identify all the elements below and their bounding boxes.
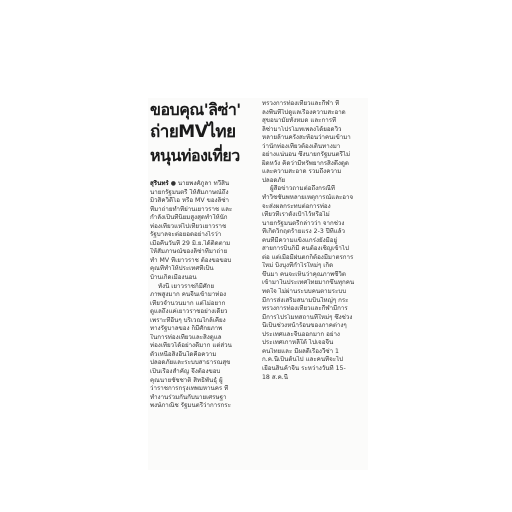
column-line: ต่อ แต่เมื่อมีฝนตกก็ต้องมีมาตรการ xyxy=(262,253,354,261)
column-line: ประเทศและจีนออกมาก อย่าง xyxy=(262,330,340,338)
column-line: รัฐบาลจะต่อยอดอย่างไรว่า xyxy=(150,231,222,239)
column-line: ว่านักท่องเที่ยวต้องเดินทางมา xyxy=(262,142,341,150)
column-line: ที่มาถ่ายทำที่ย่านเยาวราช และ xyxy=(150,205,233,213)
column-line: ผู้สื่อข่าวถามต่อถึงกรณีที่ xyxy=(270,185,335,193)
column-line: เที่ยวที่เราตั้งเป้าไว้หรือไม่ xyxy=(262,211,330,219)
column-line: และความสะอาด รวมถึงความ xyxy=(262,168,342,176)
article-column-left xyxy=(150,180,258,411)
column-line: หลายล้านครั้งสะท้อนว่าคนเข้ามา xyxy=(262,134,351,142)
column-line: จะส่งผลกระทบต่อการท่อง xyxy=(262,202,331,210)
column-line: 18 ส.ค.นี้ xyxy=(262,373,288,381)
column-line: นายพงศ์ภูลา ทวีสิน xyxy=(177,180,230,187)
column-line: กำลังเป็นที่นิยมสูงสุดทำให้นัก xyxy=(150,214,228,222)
column-line: คนไทยและ มีผลดีเรื่องวีซ่า 1 xyxy=(262,347,339,355)
column-line: ตัวเหนือสิ่งอื่นใดคือความ xyxy=(150,350,217,358)
column-line: มีการส่งเสริมสนามบินใหญ่ๆ กระ xyxy=(262,296,349,304)
column-line: ภาพสูงมาก คนจีนเข้ามาท่อง xyxy=(150,291,227,299)
column-line: บ้านเกิดเมืองนอน xyxy=(150,274,197,282)
column-line: ลิซ่ามาโปรโมทเพลงได้ยอดวิว xyxy=(262,125,342,133)
column-line: ทำงานร่วมกันกับนายเศรษฐา xyxy=(150,393,227,401)
headline xyxy=(150,98,260,167)
column-line: คุณนายชัชชาติ สิทธิพันธุ์ ผู้ xyxy=(150,376,223,384)
column-line: นายกรัฐมนตรี ให้สัมภาษณ์ถึง xyxy=(150,188,229,196)
headline-line-1: ขอบคุณ'ลิซ่า' xyxy=(150,100,241,119)
column-line: ทดใจ ไม่ผ่านระบบคนตามระบบ xyxy=(262,288,347,296)
column-line: ในการท่องเที่ยวและสิ่งดูแล xyxy=(150,333,222,341)
column-line: เที่ยวจำนวนมาก แต่ไม่อยาก xyxy=(150,299,226,307)
column-line: ท่องเที่ยวแห่ไปเที่ยวเยาวราช xyxy=(150,222,227,230)
headline-line-3: หนุนท่องเที่ยว xyxy=(150,146,240,165)
column-line: ที่เกิดวิกฤตร้ายแรง 2-3 ปีที่แล้ว xyxy=(262,228,345,236)
column-line: ผิดหวัง คิดว่ามีทรัพยากรสิ่งดึงดูด xyxy=(262,159,349,167)
column-line: ทรวงการท่องเที่ยวและกีฬา ที่ xyxy=(262,100,340,107)
column-line: ว่าราชการกรุงเทพมหานคร ที่ xyxy=(150,385,229,393)
column-line: สุขอนามัยทั้งหมด และการที่ xyxy=(262,117,337,125)
column-line: เป็นเรื่องสำคัญ จึงต้องขอบ xyxy=(150,368,221,376)
column-line: มีการโปรโมทสถานที่ใหม่ๆ ซึ่งช่วง xyxy=(262,313,353,321)
byline-line xyxy=(150,180,258,189)
article-column-right xyxy=(262,100,366,382)
column-line: คุณที่ทำให้ประเทศที่เป็น xyxy=(150,265,214,273)
column-line: ประเทศเกาหลีใต้ ไปเจอจีน xyxy=(262,339,334,347)
column-line: ทั้งนี้ เยาวราชก็มีศักย xyxy=(158,282,215,290)
column-line: ทำวิชชั่นพหลายเหตุการณ์และอาจ xyxy=(262,194,354,202)
column-line: มิวสิควิดีโอ หรือ MV ของลิซ่า xyxy=(150,197,230,205)
column-line: เยือนสินค้าจีน ระหว่างวันที่ 15- xyxy=(262,364,346,372)
column-line: ปลอดภัย xyxy=(262,176,286,184)
headline-line-2: ถ่ายMVไทย xyxy=(150,122,236,142)
column-line: เพราะที่อื่นๆ บริเวณใกล้เคียง xyxy=(150,316,226,324)
column-line: สายการบินก็มี คนต้องเชิญเข้าไป xyxy=(262,245,349,253)
column-line: อย่างแน่นอน ซึ่งนายกรัฐมนตรีไม่ xyxy=(262,151,351,159)
column-line: ลงพื้นที่ไปดูแลเรื่องความสะอาด xyxy=(262,108,346,116)
column-line: ให้สัมภาษณ์ของลิซ่าที่มาถ่าย xyxy=(150,248,228,256)
column-line: ก.ค.นี้เป็นต้นไป และคนที่จะไป xyxy=(262,356,344,364)
column-line: เมื่อคืนวันที่ 29 มิ.ย.ได้ติดตาม xyxy=(150,239,231,247)
column-line: ใหม่ บิงบุงที่กำไรใหม่ๆ เกิด xyxy=(262,262,334,270)
column-line: เข้ามาในประเทศไทยมากขึ้นทุกคน xyxy=(262,279,355,287)
column-line: ท่องเที่ยวได้อย่างดีมาก แต่ส่วน xyxy=(150,342,232,350)
column-line: คนที่มีความแข็งแกร่งยังมีอยู่ xyxy=(262,236,338,244)
byline-bullet: ● xyxy=(170,180,176,187)
column-line: นายกรัฐมนตรีกล่าวว่า จากช่วง xyxy=(262,219,345,227)
byline: สุรินทร์ xyxy=(150,180,169,187)
column-line: ปลอดภัยและระบบสาธารณสุข xyxy=(150,359,231,367)
column-line: ขึ้นมา คนจะเห็นว่าคุณภาพชีวิต xyxy=(262,270,346,278)
column-line: ดูแลถึงแค่เยาวราชอย่างเดียว xyxy=(150,308,228,316)
column-line: ทำ MV ที่เยาวราช ต้องขอขอบ xyxy=(150,256,232,264)
column-line: ทางรัฐบาลของ ก็มีศักยภาพ xyxy=(150,325,223,333)
column-line: พงษ์ภาณิช รัฐมนตรีว่าการกระ xyxy=(150,402,231,410)
column-line: ทรวงการท่องเที่ยวและกีฬามีการ xyxy=(262,305,348,313)
column-line: นี้เป็นช่วงหน้าร้อนของภาคต่างๆ xyxy=(262,322,347,330)
